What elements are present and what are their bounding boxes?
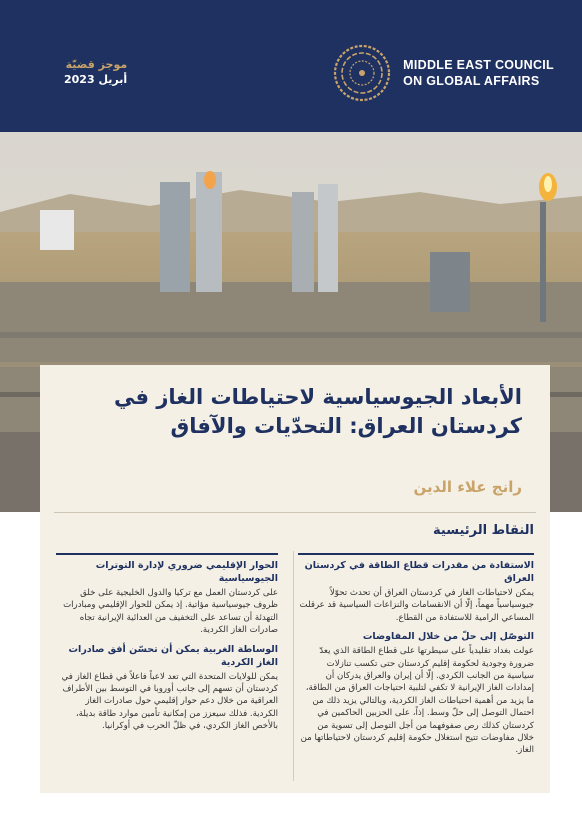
brief-type: موجز قضيّة [65, 58, 128, 71]
summary-card [40, 365, 550, 793]
report-title: الأبعاد الجيوسياسية لاحتياطات الغاز في كردستان العراق: التحدّيات والآفاق [114, 385, 522, 438]
brand [333, 44, 554, 102]
author-name: رانج علاء الدين [413, 478, 522, 496]
brief-date: أبريل 2023 [64, 73, 128, 86]
point-heading: الاستفادة من مقدرات قطاع الطاقة في كردستان العراق [304, 560, 534, 584]
column-rule [56, 553, 278, 555]
org-name-line1: MIDDLE EAST COUNCIL [403, 58, 554, 72]
point-body: يمكن لاحتياطات الغاز في كردستان العراق أن تحدث تحوّلاً جيوسياسياً مهماً، إلّا أن الانقسامات والنزاعات السياسية قد عرقلت المساعي الرامية للاستفادة من القطاع. [299, 588, 534, 623]
org-name-line2: ON GLOBAL AFFAIRS [403, 74, 540, 88]
point-heading: التوصّل إلى حلّ من خلال المفاوضات [362, 631, 534, 643]
page-bottom [0, 800, 582, 830]
point-body: يمكن للولايات المتحدة التي تعد لاعباً فاعلاً في قطاع الغاز في كردستان أن تسهم إلى جانب أوروبا في التوسط بين الأطراف العراقية من خلال دعم حوار إقليمي حول صادرات الغاز الكردية. فذلك سيعزز من إمكانية تأمين موارد طاقة بديلة، بالأخص الغاز الكردي، في ظلّ الحرب في أوكرانيا. [61, 671, 278, 732]
column-rule [298, 553, 534, 555]
point-body: على كردستان العمل مع تركيا والدول الخليجية على خلق ظروف جيوسياسية مؤاتية. إذ يمكن للحوار الإقليمي ومبادرات التهدئة أن تساعد على التخفيف من العدائية الإيرانية تجاه صادرات الغاز الكردية. [63, 588, 278, 636]
column-separator [293, 551, 294, 781]
key-points-left-column [56, 553, 278, 739]
org-name [403, 57, 554, 89]
point-heading: الحوار الإقليمي ضروري لإدارة التوترات الجيوسياسية [95, 560, 278, 584]
key-points-right-column [298, 553, 534, 763]
point-heading: الوساطة الغربية يمكن أن تحسّن أفق صادرات الغاز الكردية [68, 643, 278, 668]
point-body: عولت بغداد تقليدياً على سيطرتها على قطاع الطاقة الذي يعدّ ضرورة وجودية لحكومة إقليم كردستان حتى تكسب تنازلات سياسية من الجانب الكردي. إلّا أن إيران والعراق يدركان أن إمدادات الغاز الإيرانية لا تكفي لتلبية احتياجات العراق من الطاقة، ما يزيد من أهمية احتياطات الغاز الكردية، وبالتالي يزيد ذلك من احتمال التوصل إلى حلّ وسط. إذاً، على الحزبين الحاكمين في كردستان كذلك رص صفوفهما من أجل التوصل إلى تسوية من خلال مفاوضات تتيح استغلال حكومة إقليم كردستان لاحتياطاتها من الغاز. [300, 646, 534, 756]
key-points-heading: النقاط الرئيسية [433, 523, 534, 538]
brief-info [64, 58, 127, 86]
header-banner [0, 0, 582, 132]
card-divider [54, 512, 536, 513]
council-seal-logo-icon [333, 44, 391, 102]
